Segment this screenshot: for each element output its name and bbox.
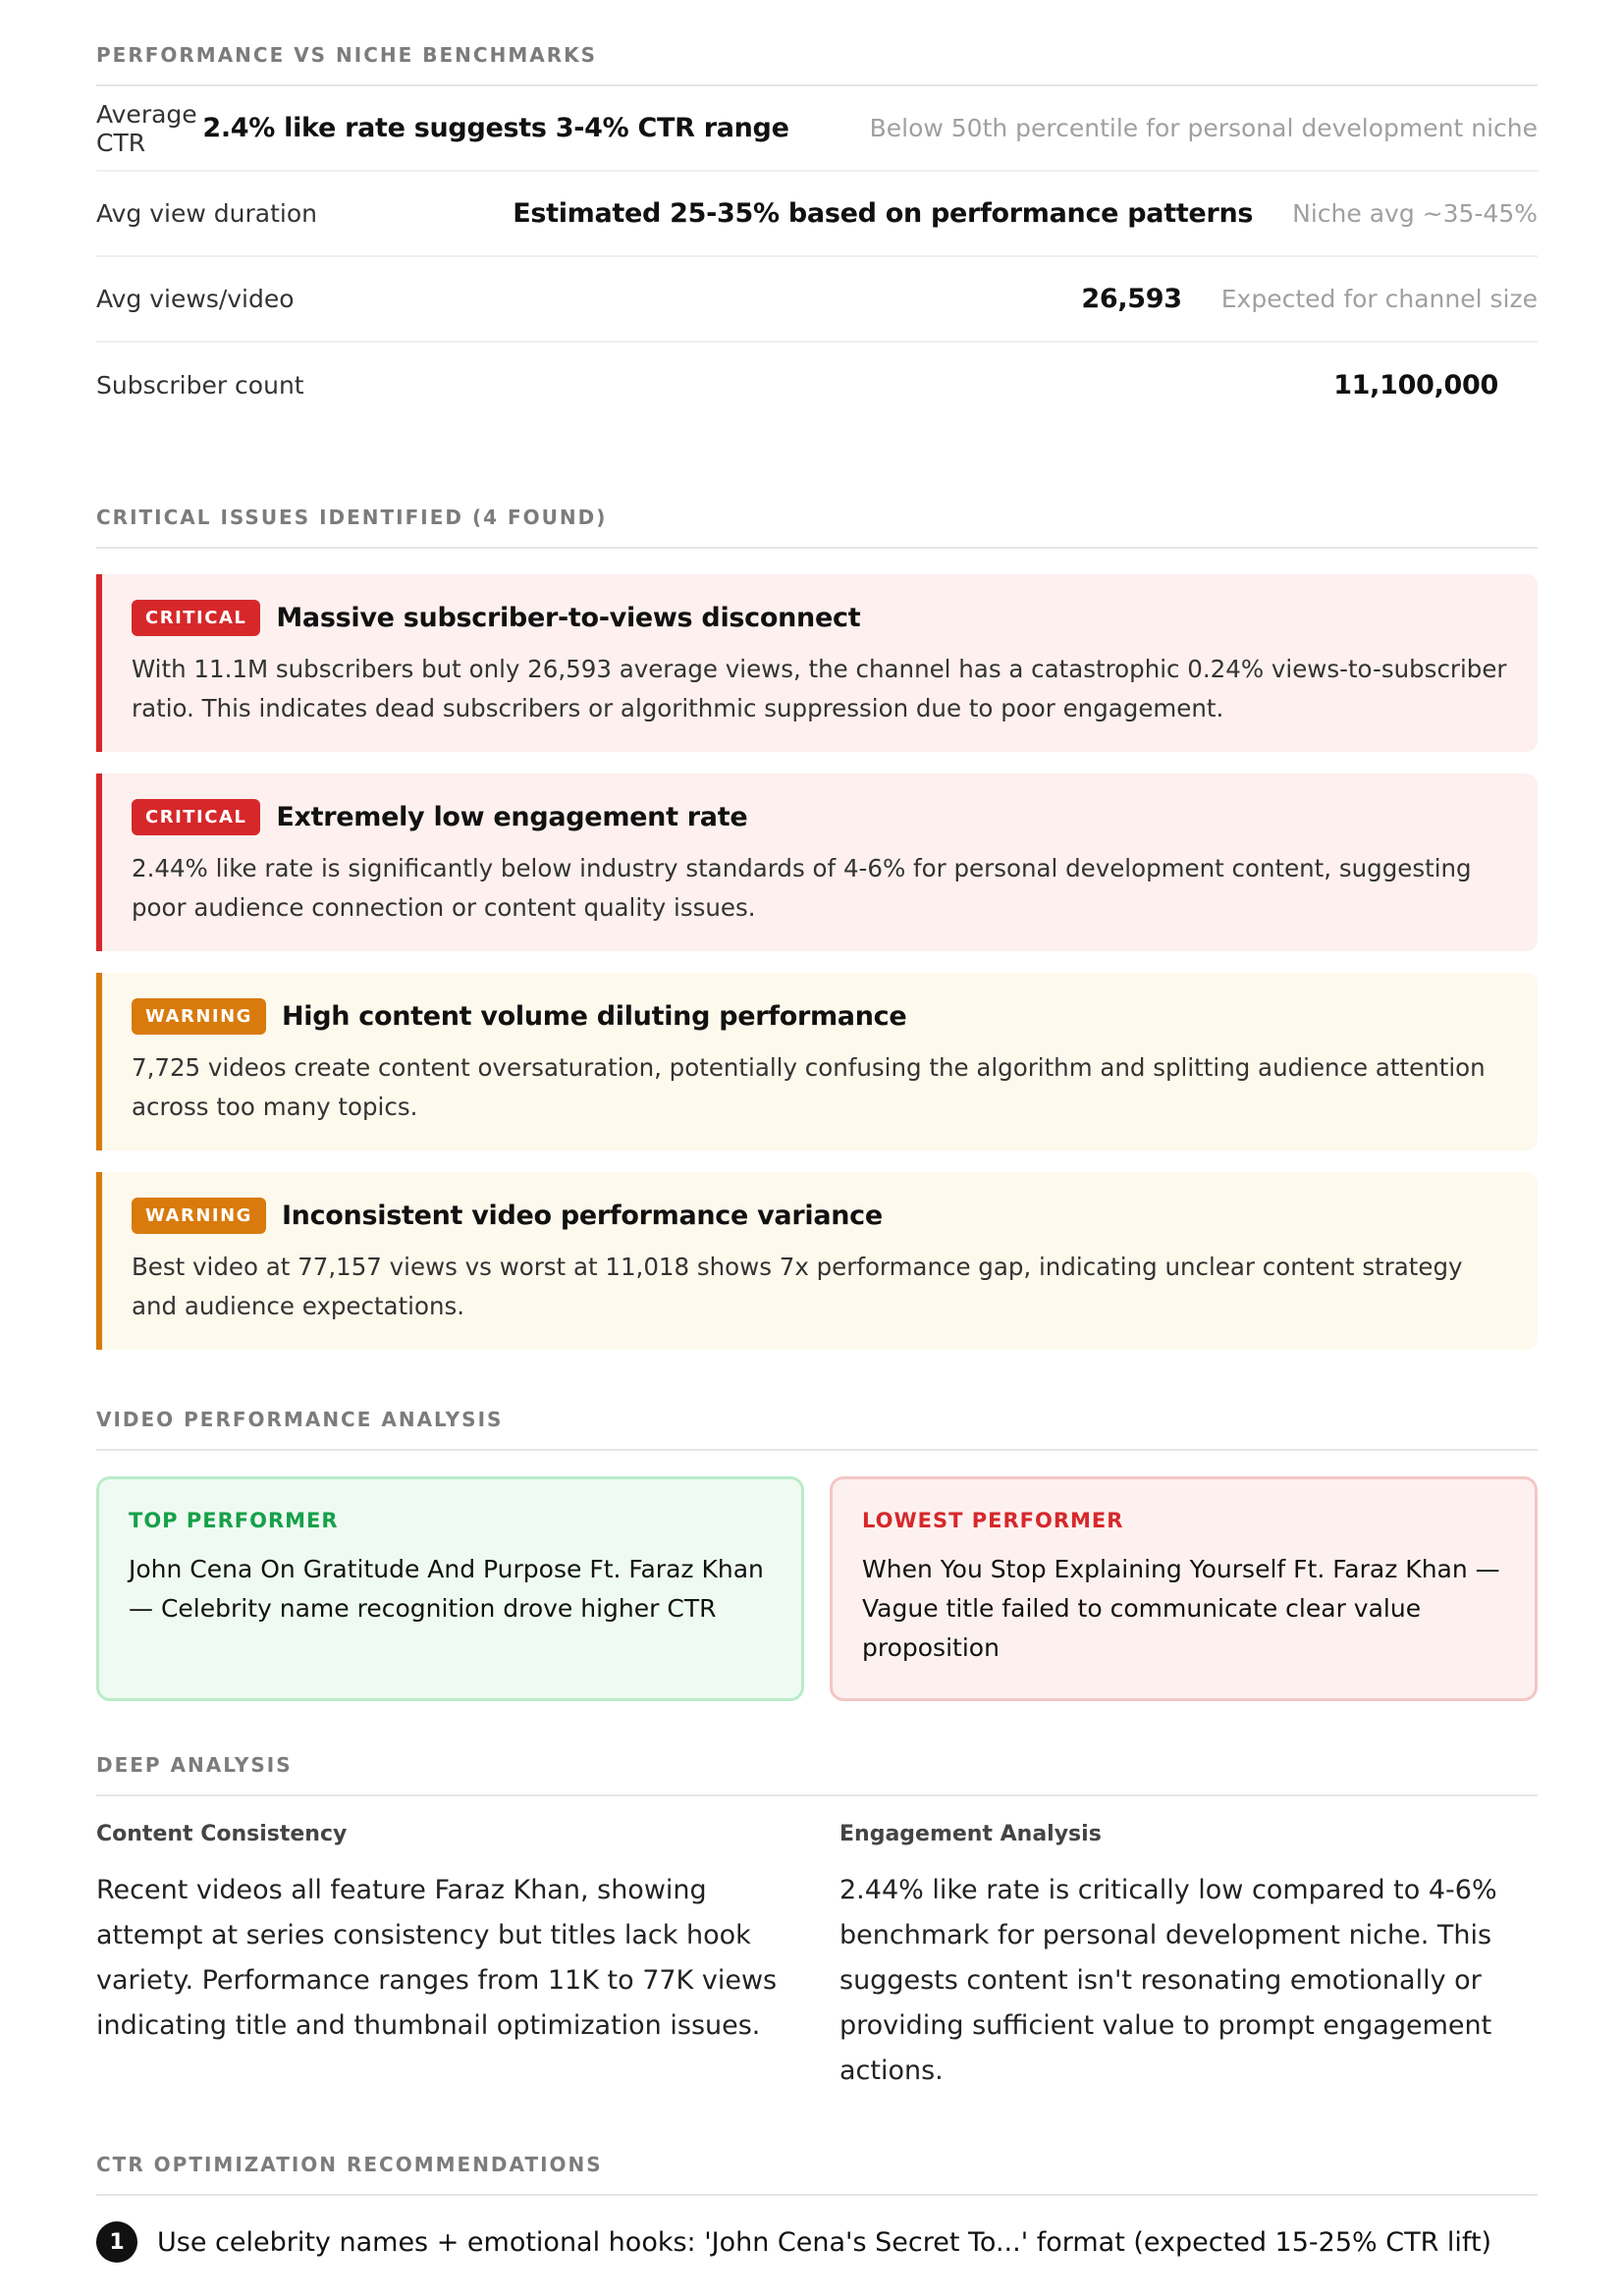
top-performer-card (96, 1476, 804, 1701)
engagement-analysis-column (839, 1822, 1538, 2094)
benchmark-label: Subscriber count (96, 371, 304, 400)
issue-title: Massive subscriber-to-views disconnect (276, 603, 861, 633)
issue-title: Inconsistent video performance variance (281, 1201, 883, 1231)
issue-description: 2.44% like rate is significantly below industry standards of 4-6% for personal development content, suggesting poor audience connection or content quality issues. (132, 854, 1472, 922)
benchmark-value: Estimated 25-35% based on performance patterns (513, 198, 1254, 229)
severity-badge: CRITICAL (132, 600, 260, 636)
benchmark-label: Average CTR (96, 99, 197, 157)
content-consistency-column (96, 1822, 794, 2094)
issue-description: With 11.1M subscribers but only 26,593 average views, the channel has a catastrophic 0.24% views-to-subscriber ratio. This indicates dead subscribers or algorithmic suppression due to poor engagement. (132, 655, 1507, 722)
benchmark-label: Avg views/video (96, 285, 295, 313)
benchmark-value: 11,100,000 (1333, 370, 1498, 400)
issue-title: High content volume diluting performance (281, 1001, 907, 1032)
top-performer-label: TOP PERFORMER (129, 1509, 339, 1532)
top-performer-text: John Cena On Gratitude And Purpose Ft. Faraz Khan — Celebrity name recognition drove higher CTR (129, 1555, 764, 1623)
section-title-issues: CRITICAL ISSUES IDENTIFIED (4 FOUND) (96, 506, 1538, 549)
recommendation-number: 1 (96, 2221, 137, 2263)
recommendation-item (96, 2221, 1538, 2263)
benchmark-label: Avg view duration (96, 199, 317, 228)
deep-analysis-text: Recent videos all feature Faraz Khan, showing attempt at series consistency but titles lack hook variety. Performance ranges from 11K to 77K views indicating title and thumbnail optimization issues. (96, 1875, 778, 2041)
severity-badge: CRITICAL (132, 799, 260, 835)
benchmark-note: Expected for channel size (1220, 285, 1538, 313)
deep-analysis-heading: Engagement Analysis (839, 1822, 1102, 1846)
benchmark-row-ctr (96, 86, 1538, 172)
section-title-recommendations: CTR OPTIMIZATION RECOMMENDATIONS (96, 2153, 1538, 2196)
section-title-benchmarks: PERFORMANCE VS NICHE BENCHMARKS (96, 43, 1538, 86)
lowest-performer-card (830, 1476, 1538, 1701)
benchmark-row-views (96, 257, 1538, 343)
video-performance-section (96, 1408, 1538, 1701)
issue-title: Extremely low engagement rate (276, 802, 748, 832)
severity-badge: WARNING (132, 998, 266, 1035)
lowest-performer-label: LOWEST PERFORMER (862, 1509, 1124, 1532)
issue-description: Best video at 77,157 views vs worst at 11,018 shows 7x performance gap, indicating unclear content strategy and audience expectations. (132, 1253, 1463, 1320)
benchmark-value: 2.4% like rate suggests 3-4% CTR range (202, 113, 789, 143)
benchmark-note: Niche avg ~35-45% (1292, 199, 1538, 228)
issues-section (96, 506, 1538, 1371)
benchmark-value: 26,593 (1081, 284, 1182, 314)
issue-card (96, 1172, 1538, 1350)
deep-analysis-section (96, 1753, 1538, 2094)
section-title-video-performance: VIDEO PERFORMANCE ANALYSIS (96, 1408, 1538, 1451)
issue-description: 7,725 videos create content oversaturation, potentially confusing the algorithm and splitting audience attention across too many topics. (132, 1053, 1486, 1121)
issue-card (96, 774, 1538, 951)
benchmark-row-view-duration (96, 172, 1538, 257)
benchmark-note: Below 50th percentile for personal development niche (869, 114, 1538, 142)
issue-card (96, 973, 1538, 1150)
benchmarks-section (96, 43, 1538, 428)
lowest-performer-text: When You Stop Explaining Yourself Ft. Faraz Khan — Vague title failed to communicate clear value proposition (862, 1555, 1500, 1662)
section-title-deep-analysis: DEEP ANALYSIS (96, 1753, 1538, 1796)
deep-analysis-text: 2.44% like rate is critically low compared to 4-6% benchmark for personal development niche. This suggests content isn't resonating emotionally or providing sufficient value to prompt engagement actions. (839, 1875, 1497, 2086)
recommendations-section (96, 2153, 1538, 2263)
benchmark-row-subscribers (96, 343, 1538, 428)
deep-analysis-heading: Content Consistency (96, 1822, 348, 1846)
recommendation-text: Use celebrity names + emotional hooks: 'John Cena's Secret To...' format (expected 15-25% CTR lift) (157, 2226, 1492, 2258)
issue-card (96, 574, 1538, 752)
severity-badge: WARNING (132, 1198, 266, 1234)
